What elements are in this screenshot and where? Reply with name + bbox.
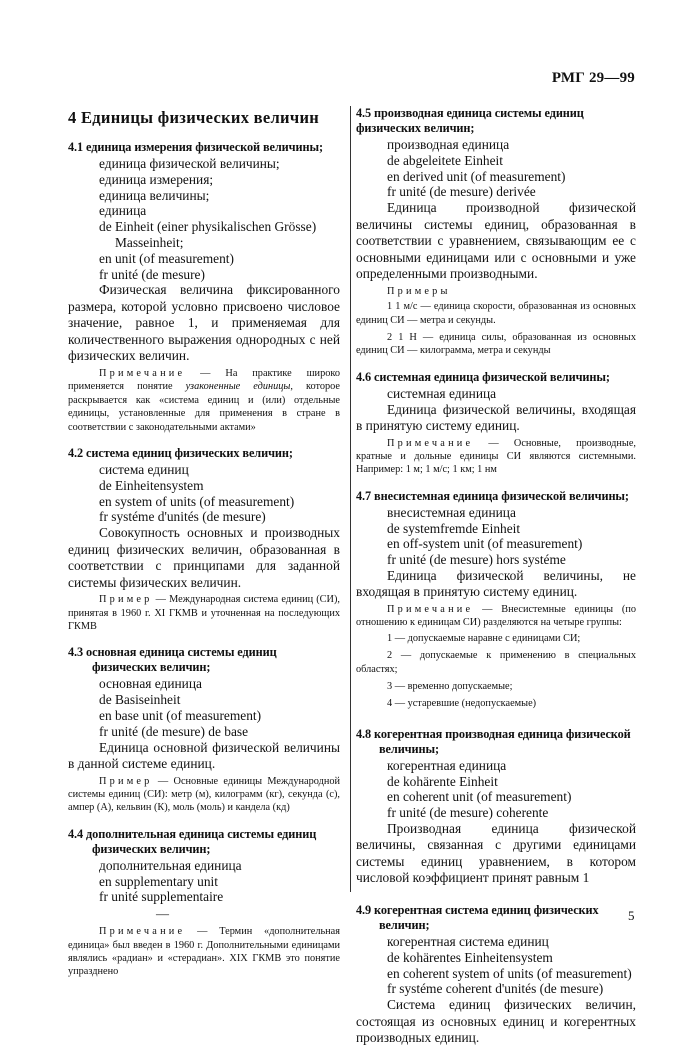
synonym: fr unité (de mesure) derivée: [387, 184, 536, 200]
term-heading: 4.9 когерентная система единиц физических величин;: [356, 902, 599, 932]
page-number: 5: [628, 908, 635, 923]
definition: Производная единица физической величины, связанная с другими единицами системы единиц уравнением, в котором числовой коэффициент принят равным 1: [356, 820, 636, 886]
term-heading: 4.2 система единиц физических величин;: [68, 445, 293, 460]
synonym: единица: [99, 203, 147, 219]
synonym: de Einheit (einer physikalischen Grösse): [99, 219, 317, 235]
note-label: Примечание: [387, 437, 474, 449]
synonym-list: [356, 934, 636, 997]
term-heading: 4.3 основная единица системы единиц физических величин;: [68, 645, 277, 675]
term-4-5: [356, 106, 636, 358]
synonym-list: [68, 156, 340, 282]
definition: Система единиц физических величин, состоящая из основных единиц и когерентных производных единиц.: [356, 997, 636, 1046]
term-4-7: [356, 489, 636, 711]
term-4-8: [356, 727, 636, 887]
examples-label: [356, 285, 636, 298]
synonym: единица физической величины;: [99, 156, 280, 171]
synonym: en system of units (of measurement): [99, 493, 295, 509]
synonym: fr unité (de mesure) hors systéme: [387, 552, 566, 568]
definition: Физическая величина фиксированного размера, которой условно присвоено числовое значение, равное 1, и применяемая для количественного выражения однородных с ней физических величин.: [68, 282, 340, 364]
term-4-3: [68, 645, 340, 814]
synonym: de abgeleitete Einheit: [387, 152, 503, 168]
synonym: de kohärentes Einheitensystem: [387, 949, 553, 965]
synonym: fr unité (de mesure): [99, 266, 205, 282]
synonym: основная единица: [99, 676, 202, 692]
note-label: Примечание: [99, 926, 186, 938]
synonym: en coherent unit (of measurement): [387, 789, 572, 805]
synonym: fr systéme d'unités (de mesure): [99, 509, 266, 525]
note-text: — На практике широко применяется понятие: [68, 367, 340, 393]
term-4-2: [68, 446, 340, 633]
synonym: en unit (of measurement): [99, 250, 234, 266]
synonym-list: [356, 386, 636, 402]
synonym-list: [356, 137, 636, 200]
group-item: 4 — устаревшие (недопускаемые): [387, 698, 537, 710]
group-item: 3 — временно допускаемые;: [387, 680, 513, 692]
synonym: единица величины;: [99, 187, 210, 203]
note: [68, 367, 340, 434]
synonym: en off-system unit (of measurement): [387, 536, 583, 552]
term-4-4: [68, 827, 340, 979]
synonym: fr unité supplementaire: [99, 889, 224, 905]
synonym: fr systéme coherent d'unités (de mesure): [387, 981, 604, 997]
group-item: 2 — допускаемые к применению в специальных областях;: [356, 650, 636, 675]
synonym: de systemfremde Einheit: [387, 520, 521, 536]
synonym: производная единица: [387, 137, 510, 152]
synonym: когерентная система единиц: [387, 933, 549, 949]
chapter-title: 4 Единицы физических величин: [68, 108, 320, 127]
header-document-code: РМГ 29—99: [551, 70, 635, 86]
note: [356, 603, 636, 630]
groups-list: [356, 632, 636, 711]
synonym: de Basiseinheit: [99, 692, 181, 708]
note-text: , которое раскрывается как «система единиц и (или) отдельные единицы, установленные для применения в стране в соответствии с законодательными актами»: [68, 381, 340, 433]
example-label: Пример: [99, 594, 153, 606]
note-label: Примечание: [387, 603, 474, 615]
example-label: Пример: [99, 775, 153, 787]
definition: Совокупность основных и производных единиц физических величин, образованная в соответствии с принципами для заданной системы физических величин.: [68, 525, 340, 590]
synonym-list: [68, 858, 340, 905]
right-column: [356, 106, 636, 1059]
synonym: внесистемная единица: [387, 504, 516, 520]
synonym: en coherent system of units (of measurement): [387, 965, 632, 981]
note: [356, 437, 636, 477]
column-divider: [350, 106, 351, 892]
example: [68, 593, 340, 633]
example-item: 1 1 м/с — единица скорости, образованная из основных единиц СИ — метра и секунды.: [356, 301, 636, 326]
group-item: 1 — допускаемые наравне с единицами СИ;: [387, 632, 581, 644]
definition: Единица основной физической величины в данной системе единиц.: [68, 739, 340, 771]
synonym: fr unité (de mesure) coherente: [387, 805, 549, 821]
synonym-list: [68, 676, 340, 739]
synonym: когерентная единица: [387, 757, 507, 773]
synonym: fr unité (de mesure) de base: [99, 723, 249, 739]
term-heading: 4.7 внесистемная единица физической величины;: [356, 488, 629, 503]
example-text: — Основные единицы Международной системы единиц (СИ): метр (м), килограмм (кг), секунда (с), ампер (А), кельвин (К), моль (моль) и кандела (кд): [68, 775, 340, 814]
synonym: системная единица: [387, 385, 497, 401]
examples-label-text: Примеры: [387, 285, 451, 297]
term-heading: 4.4 дополнительная единица системы единиц физических величин;: [68, 826, 317, 856]
note-text: — Основные, производные, кратные и дольные единицы СИ являются системными. Например: 1 м; 1 м/с; 1 км; 1 нм: [356, 437, 636, 476]
note: [68, 925, 340, 979]
term-4-1: [68, 140, 340, 434]
synonym: en base unit (of measurement): [99, 707, 262, 723]
synonym: дополнительная единица: [99, 857, 242, 873]
synonym: единица измерения;: [99, 171, 214, 187]
example-item: 2 1 Н — единица силы, образованная из основных единиц СИ — килограмма, метра и секунды: [356, 331, 636, 357]
synonym: система единиц: [99, 461, 189, 477]
examples-list: [356, 300, 636, 358]
synonym: de kohärente Einheit: [387, 773, 498, 789]
term-4-6: [356, 370, 636, 477]
definition: Единица физической величины, входящая в принятую систему единиц.: [356, 401, 636, 434]
example-text: — Международная система единиц (СИ), принятая в 1960 г. XI ГКМВ и уточненная на последующих ГКМВ: [68, 594, 340, 632]
term-heading: 4.1 единица измерения физической величины;: [68, 140, 323, 154]
term-4-9: [356, 903, 636, 1047]
note-text: — Внесистемные единицы (по отношению к единицам СИ) разделяются на четыре группы:: [356, 603, 636, 629]
synonym-list: [356, 505, 636, 568]
synonym: en supplementary unit: [99, 873, 218, 889]
term-heading: 4.8 когерентная производная единица физической величины;: [356, 726, 631, 756]
term-heading: 4.6 системная единица физической величины;: [356, 369, 610, 384]
example: [68, 775, 340, 815]
term-heading: 4.5 производная единица системы единиц физических величин;: [356, 106, 584, 135]
left-column: [68, 108, 340, 991]
synonym-list: [68, 462, 340, 525]
definition: Единица физической величины, не входящая в принятую систему единиц.: [356, 567, 636, 600]
note-italic-term: узаконенные единицы: [185, 381, 291, 393]
synonym-list: [356, 758, 636, 821]
note-text: — Термин «дополнительная единица» был введен в 1960 г. Дополнительными единицами являлись «радиан» и «стерадиан». XIX ГКМВ это понятие упразднено: [68, 926, 340, 978]
synonym: de Einheitensystem: [99, 477, 204, 493]
no-definition-dash: —: [156, 906, 169, 922]
note-label: Примечание: [99, 367, 186, 379]
definition: Единица производной физической величины системы единиц, образованная в соответствии с уравнением, связывающим ее с основными единицами или с основными и уже определенными производными.: [356, 200, 636, 282]
synonym: en derived unit (of measurement): [387, 168, 566, 184]
synonym-continuation: Masseinheit;: [115, 234, 184, 250]
